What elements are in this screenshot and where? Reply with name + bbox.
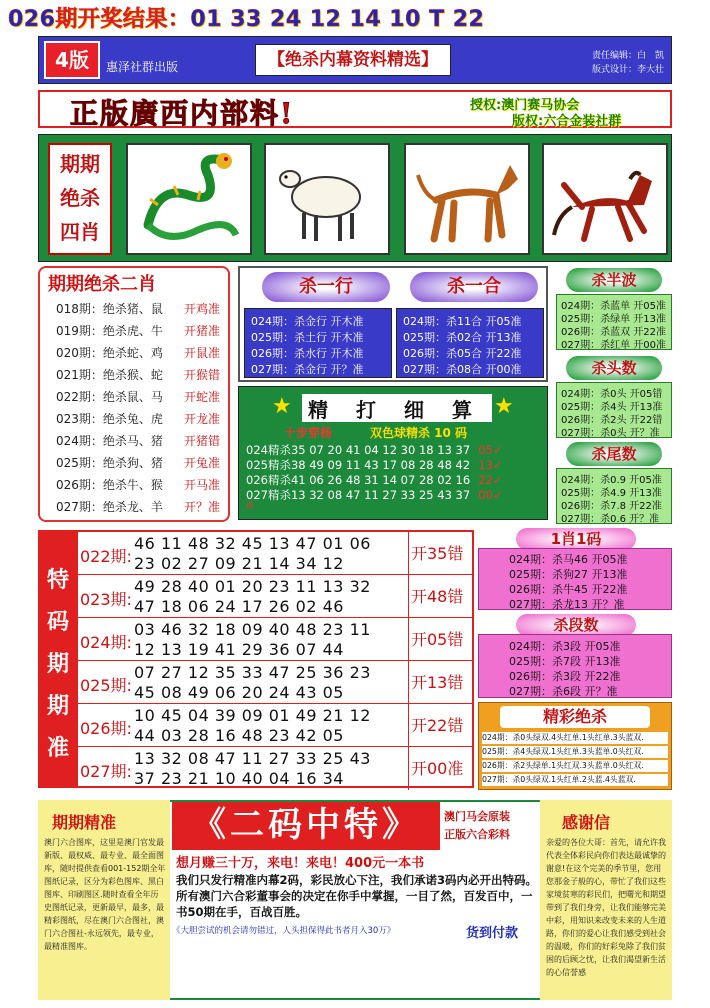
special-period: 023期:: [80, 590, 132, 609]
tail-row: 026期：杀7.8 开22准: [561, 501, 662, 512]
precise-numbers: 027精杀13 32 08 47 11 27 33 25 43 37: [246, 488, 471, 502]
jingcai-row: 025期：杀4头绿双.1头红单.3头蓝单.0头红双.: [482, 746, 668, 758]
publisher: 惠泽社群出版: [106, 60, 179, 74]
special-numbers-1: 49 28 40 01 20 23 11 13 32: [134, 577, 371, 596]
half-wave-label: 杀半波: [566, 268, 662, 292]
special-label-text: 特码期期准: [46, 568, 69, 761]
precise-numbers: 025精杀38 49 09 11 43 17 08 28 48 42: [246, 458, 471, 472]
special-label: [38, 530, 78, 788]
two-zodiac-result: 开？准: [184, 500, 221, 514]
half_wave-row: 025期：杀绿单 开13准: [561, 314, 666, 325]
two-zodiac-result: 开猪准: [184, 324, 221, 338]
one_zodiac-row: 027期：杀龙13 开？准: [509, 598, 625, 611]
precise-numbers: 026精杀41 06 26 48 31 14 07 28 02 16: [246, 473, 471, 487]
half_wave-row: 026期：杀蓝双 开22准: [561, 327, 666, 338]
kill-combo-panel: [396, 308, 544, 378]
segment-row: 027期：杀6段 开？准: [509, 685, 618, 698]
precise-result: 13✓: [478, 458, 503, 472]
special-numbers-1: 03 46 32 18 09 40 48 23 11: [134, 620, 371, 639]
kill-combo-label: 杀一合: [410, 272, 538, 302]
two-zodiac-result: 开猪错: [184, 434, 221, 448]
special-numbers-2: 47 18 06 24 17 26 02 46: [134, 597, 344, 616]
jingcai-row: 024期：杀0头绿双.4头红单.1头红单.3头蓝双.: [482, 732, 668, 744]
horse-icon: [542, 143, 668, 255]
special-period: 025期:: [80, 676, 132, 695]
four-zodiac-label-text: 期期绝杀四肖: [60, 152, 100, 244]
head-label: 杀头数: [566, 356, 662, 380]
special-numbers-2: 45 08 49 06 20 24 43 05: [134, 683, 344, 702]
head-row: 024期：杀0头 开05错: [561, 389, 663, 400]
bottom-left-title: 期期精准: [52, 813, 117, 832]
one_zodiac-row: 025期：杀狗27 开13准: [509, 568, 628, 581]
kill_element-row: 026期：杀水行 开木准: [251, 347, 364, 360]
precise-row: [246, 472, 502, 488]
authorization-text: 授权:澳门赛马协会: [470, 98, 580, 113]
special-period: 022期:: [80, 547, 132, 566]
two-zodiac-period: 024期：绝杀马、猪: [56, 434, 163, 448]
thanks-text: 亲爱的各位大哥：首先，请允许我代表全体彩民向你们表达最诚挚的谢意!在这个完美的季节里，您用您那金子般的心，带忙了我们这些家境贫寒的彩民们，把曙光和期望带到了我们身旁，让我们能够完美中彩，用知识来改变未来的人生道路，你们的爱心让我们感受到社会的温暖，你们的好彩兔除了我们贫困的后顾之忧，让我们渴望新生活的心信誉感: [546, 838, 666, 977]
sheep-icon: [264, 143, 390, 255]
jingcai-row: 026期：杀2头绿单.1头红双.3头蓝单.0头红双.: [482, 760, 668, 772]
precise-char: 打: [356, 398, 376, 422]
special-row: [78, 617, 474, 660]
segment-panel: [478, 634, 672, 698]
one_zodiac-row: 024期：杀马46 开05准: [509, 553, 628, 566]
two-zodiac-result: 开鸡准: [184, 302, 221, 316]
special-numbers-1: 13 32 08 47 11 27 33 25 43: [134, 749, 371, 768]
precise-char: 算: [452, 398, 472, 422]
half-wave-panel: [556, 294, 672, 350]
head-panel: [556, 382, 672, 438]
one-zodiac-panel: [478, 548, 672, 610]
special-period: 024期:: [80, 633, 132, 652]
two-zodiac-result: 开龙准: [184, 412, 221, 426]
special-row: [78, 574, 474, 617]
precise-sub1: 十步穿杨: [284, 426, 333, 440]
two-zodiac-title: 期期绝杀二肖: [48, 274, 156, 295]
edition-badge: 4版: [44, 41, 100, 79]
special-numbers-2: 44 03 28 16 48 23 42 05: [134, 726, 344, 745]
one_zodiac-row: 026期：杀牛45 开22准: [509, 583, 628, 596]
two-zodiac-result: 开兔准: [184, 456, 221, 470]
thanks-title: 感谢信: [562, 813, 611, 832]
two-zodiac-period: 023期：绝杀兔、虎: [56, 412, 163, 426]
precise-note: 准: [246, 501, 254, 510]
dog-icon: [404, 143, 530, 255]
segment-row: 024期：杀3段 开05准: [509, 640, 621, 653]
special-result: 开35错: [408, 532, 463, 575]
head-row: 027期：杀0头 开？准: [561, 428, 660, 439]
kill-element-label: 杀一行: [262, 272, 390, 302]
precise-row: [246, 457, 502, 473]
tail-row: 025期：杀4.9 开13准: [561, 488, 662, 499]
star-icon: ★: [272, 394, 292, 419]
two-zodiac-period: 021期：绝杀猴、蛇: [56, 368, 163, 382]
slogan: 想月赚三十万，来电！来电！400元一本书: [176, 856, 425, 871]
two-zodiac-result: 开鼠准: [184, 346, 221, 360]
special-numbers-2: 37 23 21 10 40 04 16 34: [134, 769, 344, 788]
special-result: 开13错: [408, 661, 463, 704]
precise-result: 22✓: [478, 473, 503, 487]
kill_element-row: 024期：杀金行 开木准: [251, 315, 364, 328]
two-zodiac-result: 开蛇准: [184, 390, 221, 404]
head-row: 026期：杀2头 开22错: [561, 415, 663, 426]
two-zodiac-period: 019期：绝杀虎、牛: [56, 324, 163, 338]
jingcai-row: 027期：杀0头绿双.1头红单.2头蓝.4头蓝双.: [482, 774, 668, 786]
kill_element-row: 027期：杀金行 开？准: [251, 363, 364, 376]
header-title: 【绝杀内幕资料精选】: [255, 44, 451, 76]
four-zodiac-label: [48, 143, 112, 255]
precise-char: 细: [404, 398, 424, 422]
kill_combo-row: 025期：杀02合 开13准: [403, 331, 522, 344]
macao-original: 澳门马会原装: [444, 810, 510, 823]
half_wave-row: 027期：杀红单 开00准: [561, 340, 666, 351]
bottom-left-text: 澳门六合图库，这里是澳门官发最新版、最权威、最专业、最全面图库，随时提供查看001-152期全年图纸记录，区分为彩色图库、黑白图库、印刷图区.随时查看全年历史图纸记录，更新最早，最多，最精彩图纸，尽在澳门六合图社，澳门六合图社-永远领先，最专业，最精准图库。: [44, 838, 166, 951]
tail-row: 024期：杀0.9 开05准: [561, 475, 662, 486]
tail-panel: [556, 468, 672, 524]
macao-genuine: 正版六合彩料: [444, 828, 510, 841]
two-zodiac-period: 025期：绝杀狗、猪: [56, 456, 163, 470]
special-numbers-1: 07 27 12 35 33 47 25 36 23: [134, 663, 371, 682]
promo-body: 我们只发行精准内幕2码，彩民放心下注，我们承诺3码内必开出特码。所有澳门六合彩董事会的决定在你手中掌握，一目了然，百发百中，一书50期在手，百战百胜。: [176, 873, 537, 919]
erma-banner: 《二码中特》: [172, 802, 440, 850]
jingcai-label: 精彩绝杀: [500, 706, 650, 728]
precise-row: [246, 442, 502, 458]
top-result: 026期开奖结果：01 33 24 12 14 10 T 22: [8, 7, 485, 32]
special-period: 027期:: [80, 762, 132, 781]
editor-credit: 责任编辑：白 凯: [592, 51, 665, 61]
segment-label: 杀段数: [516, 614, 636, 636]
two-zodiac-period: 018期：绝杀猪、鼠: [56, 302, 163, 316]
special-numbers-1: 46 11 48 32 45 13 47 01 06: [134, 534, 371, 553]
banner-title: 正版廣西内部料!: [70, 97, 295, 130]
cod-text: 货到付款: [466, 926, 519, 941]
special-result: 开00准: [408, 747, 463, 790]
special-result: 开05错: [408, 618, 463, 661]
head-row: 025期：杀4头 开13准: [561, 402, 663, 413]
tail-row: 027期：杀0.6 开？准: [561, 514, 660, 525]
precise-numbers: 024精杀35 07 20 41 04 12 30 18 13 37: [246, 443, 471, 457]
special-numbers-1: 10 45 04 39 09 01 49 21 12: [134, 706, 371, 725]
precise-char: 精: [308, 398, 328, 422]
segment-row: 026期：杀3段 开22准: [509, 670, 621, 683]
special-row: [78, 660, 474, 703]
precise-row: [246, 487, 502, 503]
two-zodiac-period: 022期：绝杀鼠、马: [56, 390, 163, 404]
two-zodiac-period: 027期：绝杀龙、羊: [56, 500, 163, 514]
special-period: 026期:: [80, 719, 132, 738]
special-row: [78, 746, 474, 789]
kill_element-row: 025期：杀土行 开木准: [251, 331, 364, 344]
precise-result: 00✓: [478, 488, 503, 502]
special-row: [78, 531, 474, 574]
format-credit: 版式设计：李大壮: [592, 65, 665, 75]
precise-sub2: 双色球精杀 10 码: [370, 426, 468, 440]
dragon-icon: [126, 143, 252, 255]
copyright-text: 版权:六合金装社群: [512, 114, 622, 129]
two-zodiac-period: 020期：绝杀蛇、鸡: [56, 346, 163, 360]
tail-label: 杀尾数: [566, 442, 662, 466]
two-zodiac-result: 开马准: [184, 478, 221, 492]
one-zodiac-label: 1肖1码: [516, 528, 636, 550]
special-result: 开48错: [408, 575, 463, 618]
special-row: [78, 703, 474, 746]
warning-text: 《大胆尝试的机会请勿错过，人头担保得此书者月入30万》: [172, 926, 396, 936]
half_wave-row: 024期：杀蓝单 开05准: [561, 301, 666, 312]
star-icon: ★: [494, 394, 514, 419]
kill-element-panel: [244, 308, 392, 378]
two-zodiac-result: 开猴错: [184, 368, 221, 382]
kill_combo-row: 027期：杀08合 开00准: [403, 363, 522, 376]
kill_combo-row: 026期：杀05合 开22准: [403, 347, 522, 360]
kill_combo-row: 024期：杀11合 开05准: [403, 315, 522, 328]
two-zodiac-period: 026期：绝杀牛、猴: [56, 478, 163, 492]
special-numbers-2: 12 13 19 41 29 36 07 44: [134, 640, 344, 659]
segment-row: 025期：杀7段 开13准: [509, 655, 621, 668]
special-result: 开22错: [408, 704, 463, 747]
special-numbers-2: 23 02 27 09 21 14 34 12: [134, 554, 344, 573]
precise-result: 05✓: [478, 443, 503, 457]
